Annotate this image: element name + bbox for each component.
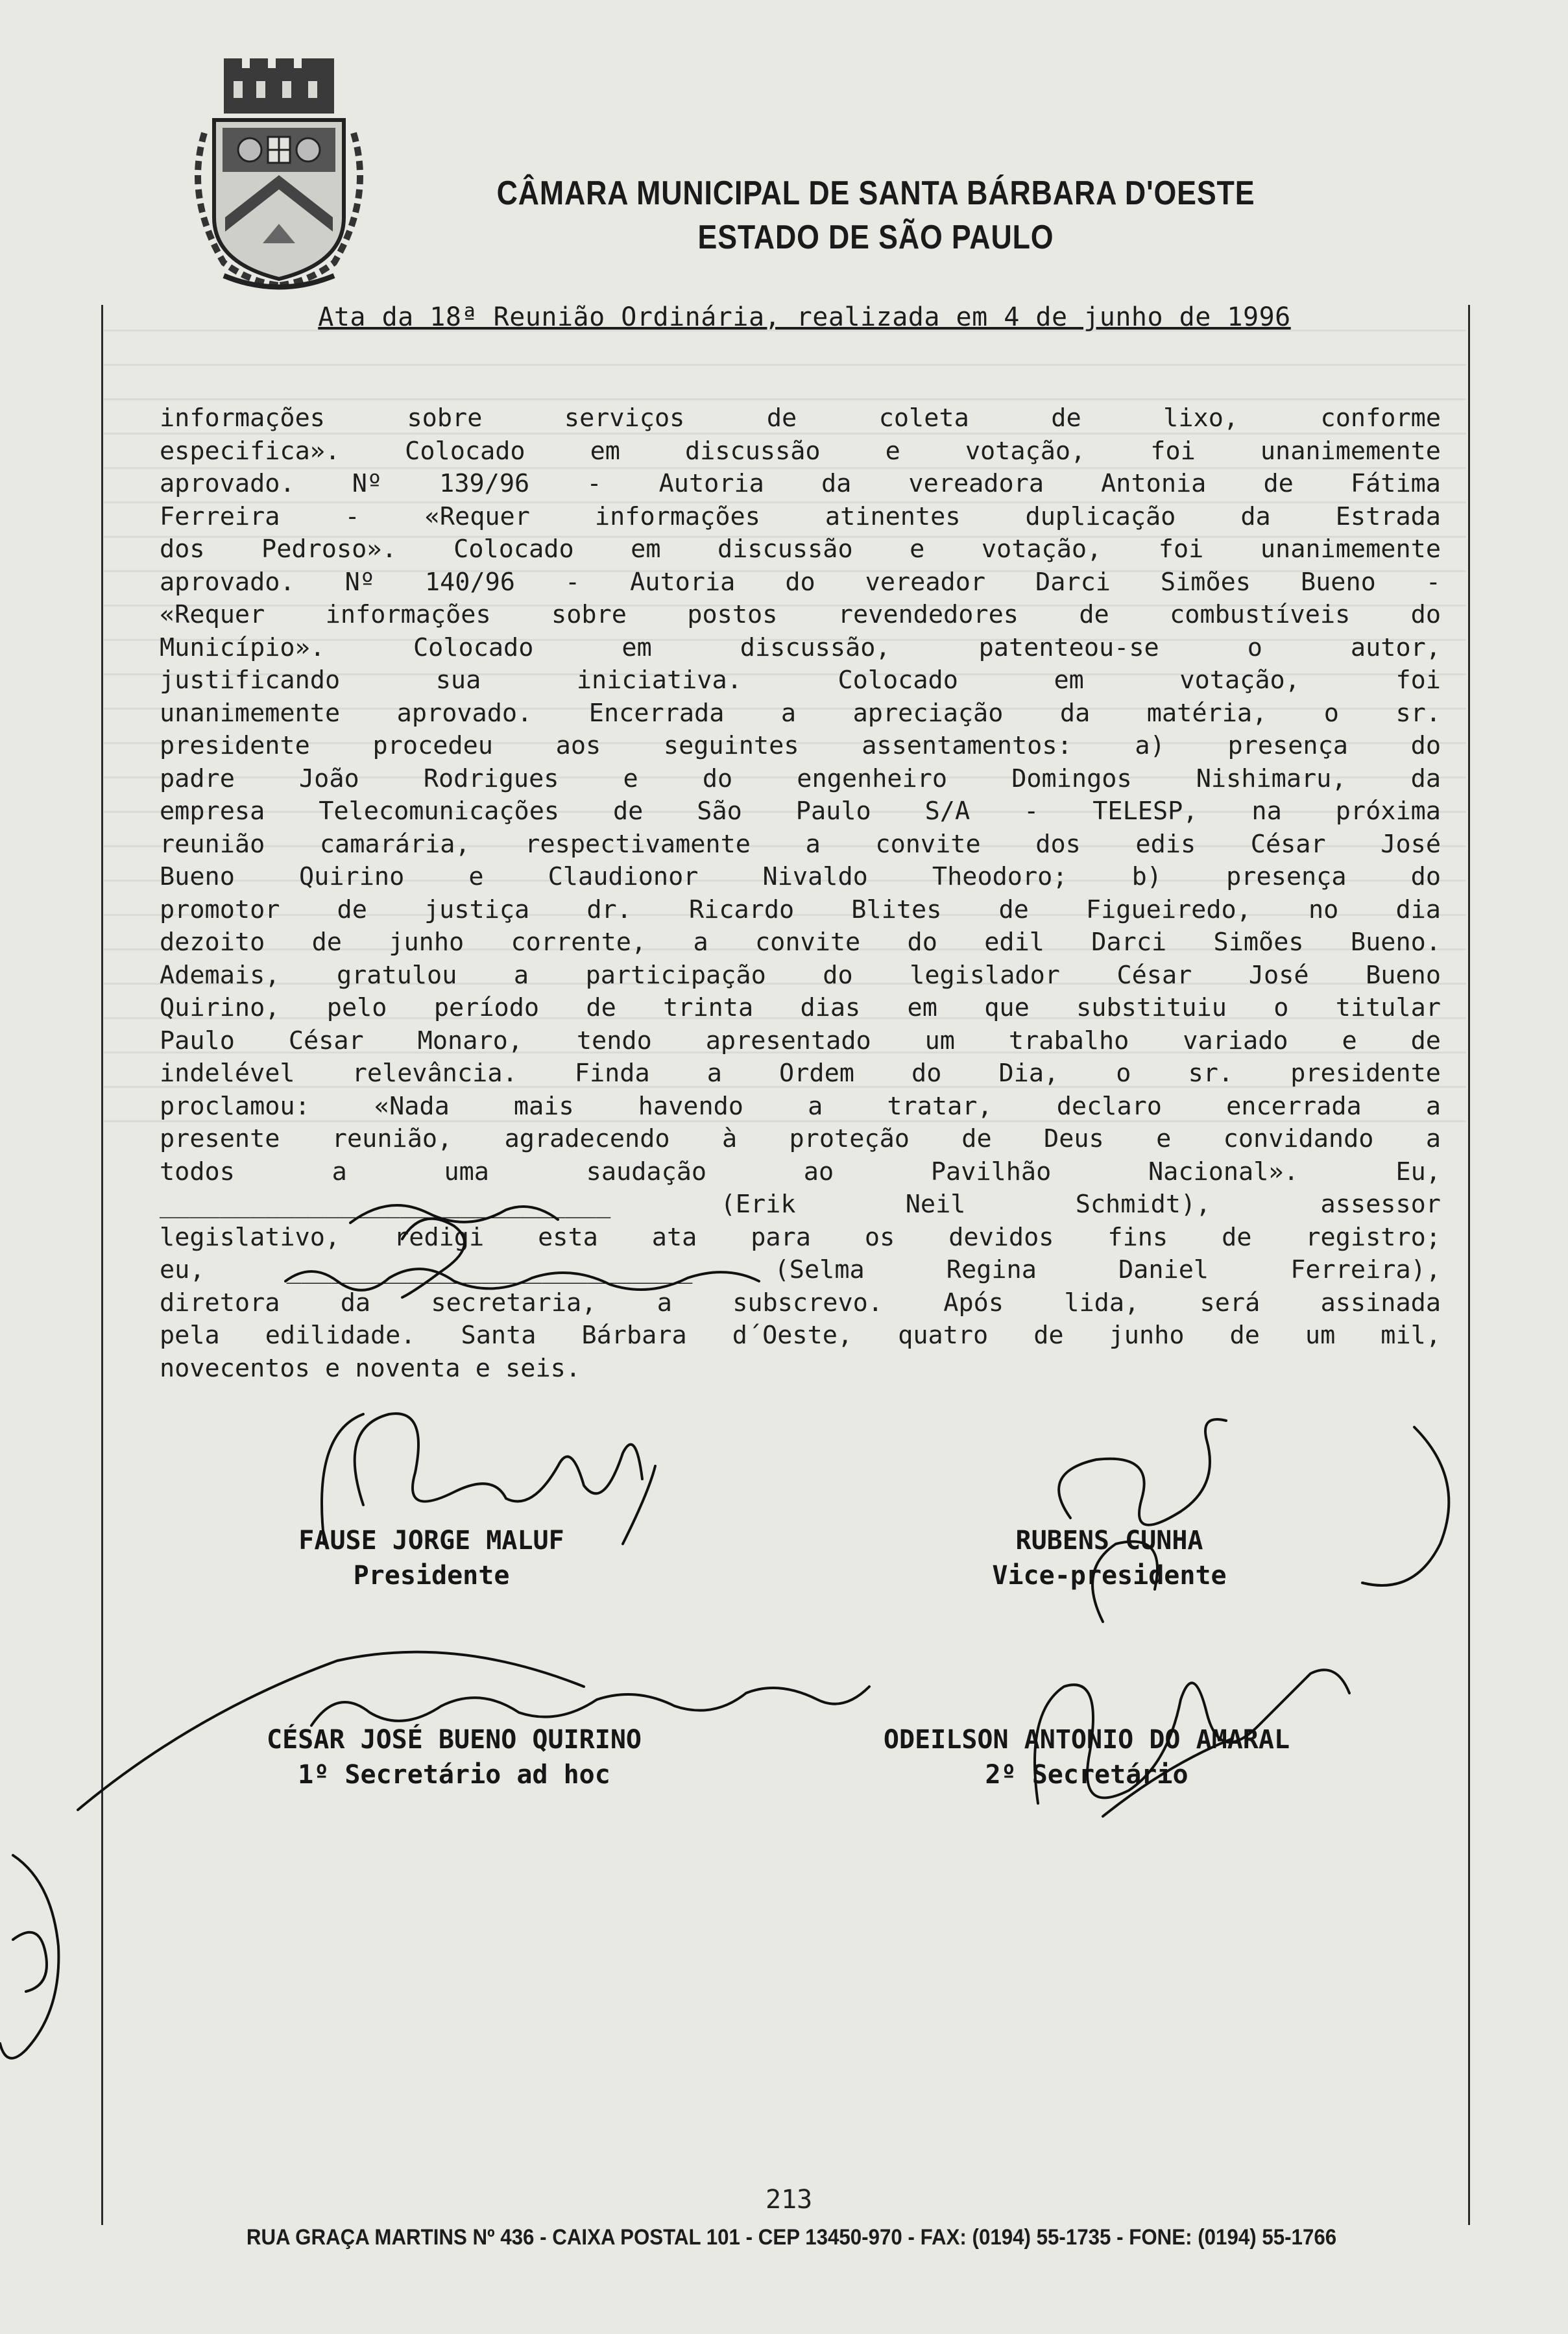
signatory-name: FAUSE JORGE MALUF bbox=[298, 1526, 564, 1556]
body-line: empresa Telecomunicações de São Paulo S/A - TELESP, na próxima bbox=[160, 797, 1441, 826]
signatory-role: 2º Secretário bbox=[985, 1760, 1188, 1790]
signatory-first-secretary bbox=[188, 1722, 720, 1792]
page-number: 213 bbox=[766, 2185, 813, 2215]
coat-of-arms-icon bbox=[185, 55, 373, 295]
footer-address: RUA GRAÇA MARTINS Nº 436 - CAIXA POSTAL 101 - CEP 13450-970 - FAX: (0194) 55-1735 - FONE: (0194) 55-1766 bbox=[246, 2225, 1337, 2250]
signatory-second-secretary bbox=[811, 1722, 1362, 1792]
body-line: eu, ___________________________ (Selma Regina Daniel Ferreira), bbox=[160, 1255, 1441, 1284]
body-line: proclamou: «Nada mais havendo a tratar, declaro encerrada a bbox=[160, 1091, 1441, 1121]
body-line: justificando sua iniciativa. Colocado em votação, foi bbox=[160, 666, 1441, 695]
body-line: «Requer informações sobre postos revendedores de combustíveis do bbox=[160, 600, 1441, 629]
body-line: padre João Rodrigues e do engenheiro Domingos Nishimaru, da bbox=[160, 764, 1441, 793]
body-line: aprovado. Nº 139/96 - Autoria da vereadora Antonia de Fátima bbox=[160, 469, 1441, 498]
left-margin-rule bbox=[101, 305, 103, 2225]
state-name: ESTADO DE SÃO PAULO bbox=[697, 219, 1054, 256]
body-line: presidente procedeu aos seguintes assentamentos: a) presença do bbox=[160, 731, 1441, 760]
body-line: Ferreira - «Requer informações atinentes duplicação da Estrada bbox=[160, 501, 1441, 531]
body-line: novecentos e noventa e seis. bbox=[160, 1353, 581, 1383]
institution-name: CÂMARA MUNICIPAL DE SANTA BÁRBARA D'OESTE bbox=[496, 174, 1255, 212]
body-line: pela edilidade. Santa Bárbara d´Oeste, quatro de junho de um mil, bbox=[160, 1321, 1441, 1350]
body-line: Paulo César Monaro, tendo apresentado um trabalho variado e de bbox=[160, 1026, 1441, 1055]
body-line: unanimemente aprovado. Encerrada a apreciação da matéria, o sr. bbox=[160, 698, 1441, 728]
signatory-name: RUBENS CUNHA bbox=[1015, 1526, 1203, 1556]
body-line: legislativo, redigi esta ata para os devidos fins de registro; bbox=[160, 1222, 1441, 1252]
body-line: aprovado. Nº 140/96 - Autoria do vereador Darci Simões Bueno - bbox=[160, 567, 1441, 597]
minutes-title: Ata da 18ª Reunião Ordinária, realizada em 4 de junho de 1996 bbox=[318, 302, 1291, 332]
body-line: Quirino, pelo período de trinta dias em que substituiu o titular bbox=[160, 993, 1441, 1022]
body-line: dos Pedroso». Colocado em discussão e votação, foi unanimemente bbox=[160, 535, 1441, 564]
body-line: informações sobre serviços de coleta de lixo, conforme bbox=[160, 403, 1441, 433]
body-line: todos a uma saudação ao Pavilhão Nacional». Eu, bbox=[160, 1157, 1441, 1186]
body-line: diretora da secretaria, a subscrevo. Após lida, será assinada bbox=[160, 1288, 1441, 1317]
body-line: Ademais, gratulou a participação do legislador César José Bueno bbox=[160, 960, 1441, 990]
body-line: indelével relevância. Finda a Ordem do Dia, o sr. presidente bbox=[160, 1059, 1441, 1088]
body-line: Município». Colocado em discussão, patenteou-se o autor, bbox=[160, 632, 1441, 662]
signatory-role: 1º Secretário ad hoc bbox=[298, 1760, 610, 1790]
signatory-role: Presidente bbox=[353, 1561, 510, 1591]
body-line: presente reunião, agradecendo à proteção de Deus e convidando a bbox=[160, 1124, 1441, 1153]
body-line: Bueno Quirino e Claudionor Nivaldo Theodoro; b) presença do bbox=[160, 862, 1441, 891]
body-line: especifica». Colocado em discussão e votação, foi unanimemente bbox=[160, 436, 1441, 466]
signatory-vice-president bbox=[941, 1523, 1278, 1593]
right-margin-rule bbox=[1468, 305, 1470, 2225]
body-line: ______________________________ (Erik Neil Schmidt), assessor bbox=[160, 1190, 1441, 1219]
body-line: dezoito de junho corrente, a convite do edil Darci Simões Bueno. bbox=[160, 928, 1441, 957]
body-line: promotor de justiça dr. Ricardo Blites de Figueiredo, no dia bbox=[160, 895, 1441, 924]
minutes-body bbox=[160, 402, 1441, 1385]
signatory-role: Vice-presidente bbox=[992, 1561, 1227, 1591]
body-line: reunião camarária, respectivamente a convite dos edis César José bbox=[160, 829, 1441, 859]
signatory-president bbox=[276, 1523, 587, 1593]
signatory-name: CÉSAR JOSÉ BUENO QUIRINO bbox=[267, 1725, 642, 1755]
signatory-name: ODEILSON ANTONIO DO AMARAL bbox=[883, 1725, 1290, 1755]
